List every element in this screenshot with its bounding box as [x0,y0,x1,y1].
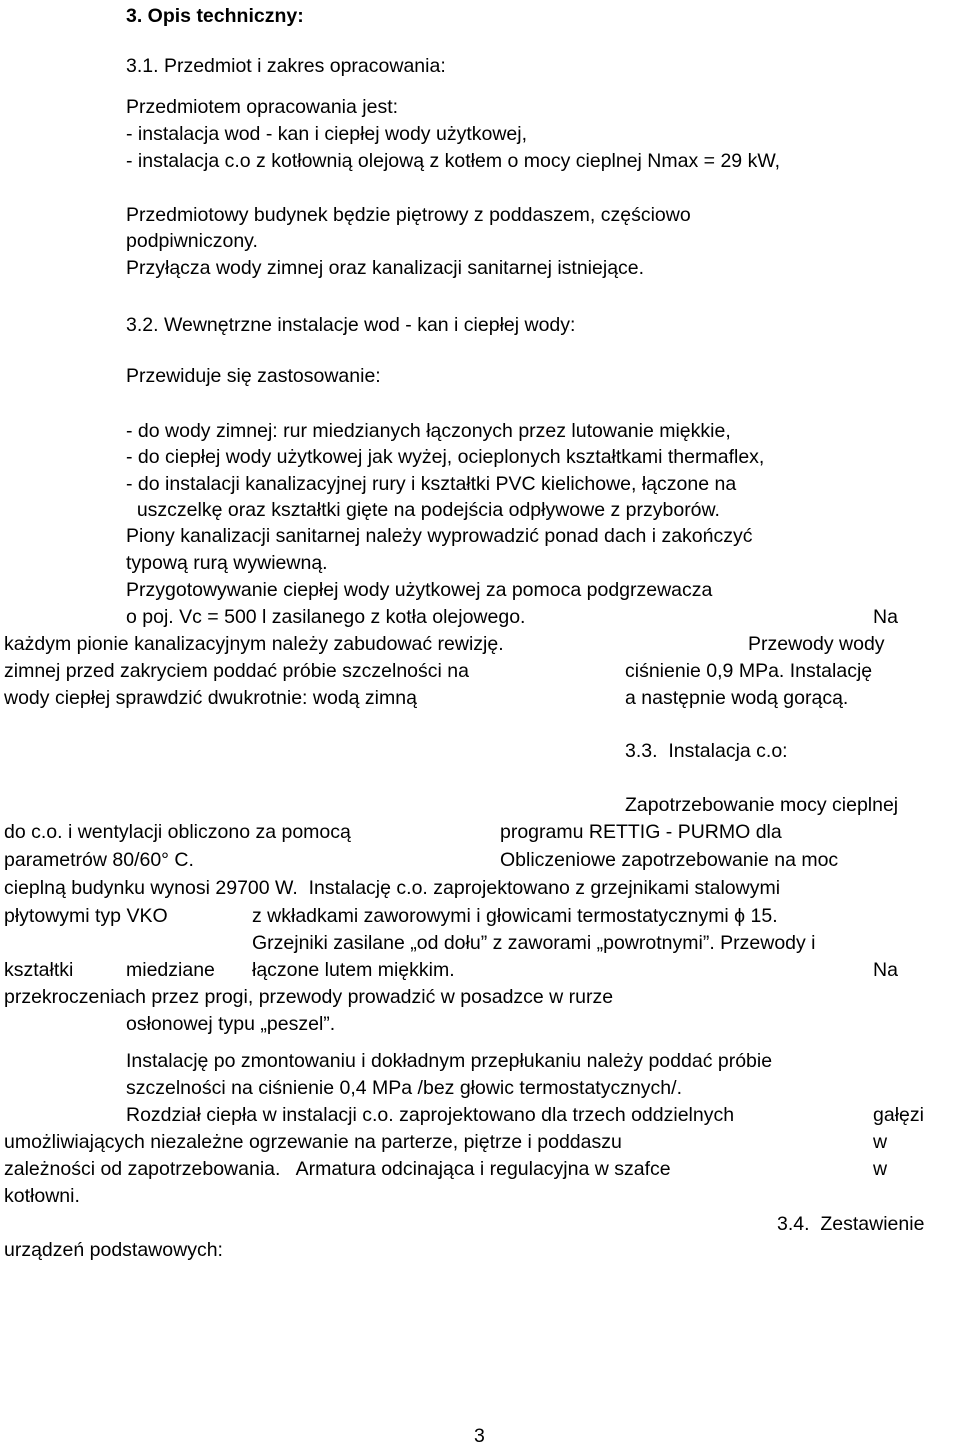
paragraph-line: Piony kanalizacji sanitarnej należy wyprowadzić ponad dach i zakończyć [126,525,753,547]
paragraph-line: wody ciepłej sprawdzić dwukrotnie: wodą zimną [4,687,417,709]
paragraph-fragment: łączone lutem miękkim. [252,959,455,981]
page-number: 3 [474,1425,485,1447]
paragraph-line: Przedmiotowy budynek będzie piętrowy z poddaszem, częściowo [126,204,691,226]
subsection-3-4-heading: 3.4. Zestawienie [777,1213,925,1235]
paragraph-fragment: Obliczeniowe zapotrzebowanie na moc [500,849,839,871]
paragraph-line: typową rurą wywiewną. [126,552,328,574]
paragraph-line: płytowymi typ VKO [4,905,168,927]
paragraph-line: podpiwniczony. [126,230,258,252]
paragraph-fragment: programu RETTIG - PURMO dla [500,821,782,843]
paragraph-line: szczelności na ciśnienie 0,4 MPa /bez głowic termostatycznych/. [126,1077,682,1099]
paragraph-line: - instalacja wod - kan i ciepłej wody użytkowej, [126,123,528,145]
subsection-3-3-heading: 3.3. Instalacja c.o: [625,740,788,762]
list-item: - do ciepłej wody użytkowej jak wyżej, ocieplonych kształtkami thermaflex, [126,446,765,468]
paragraph-fragment: Przewody wody [748,633,885,655]
section-title: 3. Opis techniczny: [126,5,304,27]
paragraph-fragment: ciśnienie 0,9 MPa. Instalację [625,660,873,682]
paragraph-line: przekroczeniach przez progi, przewody prowadzić w posadzce w rurze [4,986,614,1008]
paragraph-fragment: Na [873,959,898,981]
paragraph-fragment: a następnie wodą gorącą. [625,687,849,709]
paragraph-line: - instalacja c.o z kotłownią olejową z kotłem o mocy cieplnej Nmax = 29 kW, [126,150,781,172]
paragraph-fragment: Grzejniki zasilane „od dołu” z zaworami „powrotnymi”. Przewody i [252,932,816,954]
paragraph-line: kotłowni. [4,1185,80,1207]
list-item: uszczelkę oraz kształtki gięte na podejścia odpływowe z przyborów. [126,499,720,521]
paragraph-line: Przedmiotem opracowania jest: [126,96,399,118]
paragraph-line: każdym pionie kanalizacyjnym należy zabudować rewizję. [4,633,504,655]
paragraph-line: Przygotowywanie ciepłej wody użytkowej za pomoca podgrzewacza [126,579,713,601]
paragraph-fragment: Zapotrzebowanie mocy cieplnej [625,794,899,816]
paragraph-fragment: Na [873,606,898,628]
paragraph-line: urządzeń podstawowych: [4,1239,223,1261]
paragraph-line: zimnej przed zakryciem poddać próbie szczelności na [4,660,469,682]
paragraph-fragment: w [873,1158,888,1180]
paragraph-fragment: w [873,1131,888,1153]
paragraph-line: Instalację po zmontowaniu i dokładnym przepłukaniu należy poddać próbie [126,1050,773,1072]
subsection-3-2-heading: 3.2. Wewnętrzne instalacje wod - kan i ciepłej wody: [126,314,576,336]
paragraph-line: cieplną budynku wynosi 29700 W. Instalację c.o. zaprojektowano z grzejnikami stalowymi [4,877,781,899]
paragraph-line: Rozdział ciepła w instalacji c.o. zaprojektowano dla trzech oddzielnych [126,1104,735,1126]
list-item: - do wody zimnej: rur miedzianych łączonych przez lutowanie miękkie, [126,420,731,442]
paragraph-line: o poj. Vc = 500 l zasilanego z kotła olejowego. [126,606,526,628]
paragraph-line: do c.o. i wentylacji obliczono za pomocą [4,821,351,843]
paragraph-line: Przyłącza wody zimnej oraz kanalizacji sanitarnej istniejące. [126,257,645,279]
subsection-3-1-heading: 3.1. Przedmiot i zakres opracowania: [126,55,446,77]
paragraph-line: parametrów 80/60° C. [4,849,194,871]
paragraph-line: umożliwiających niezależne ogrzewanie na parterze, piętrze i poddaszu [4,1131,622,1153]
paragraph-fragment: z wkładkami zaworowymi i głowicami termostatycznymi ϕ 15. [252,905,778,927]
paragraph-fragment: gałęzi [873,1104,924,1126]
paragraph-line: Przewiduje się zastosowanie: [126,365,381,387]
paragraph-line: zależności od zapotrzebowania. Armatura odcinająca i regulacyjna w szafce [4,1158,671,1180]
list-item: - do instalacji kanalizacyjnej rury i kształtki PVC kielichowe, łączone na [126,473,737,495]
paragraph-line: kształtki [4,959,74,981]
paragraph-fragment: miedziane [126,959,215,981]
paragraph-line: osłonowej typu „peszel”. [126,1013,336,1035]
